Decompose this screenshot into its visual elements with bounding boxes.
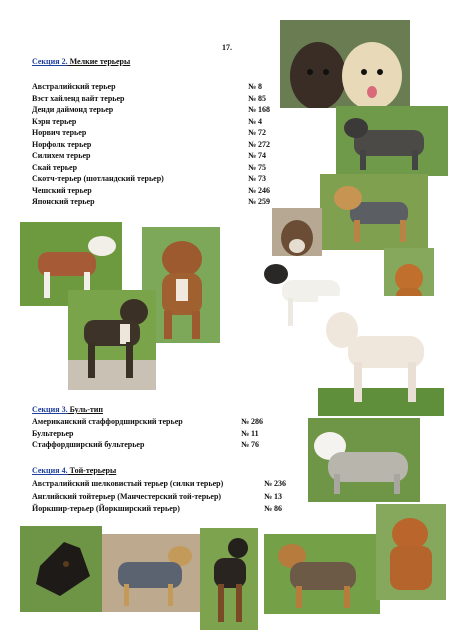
breed-number: № 8 (248, 82, 263, 91)
page-number: 17. (222, 43, 232, 52)
section-2-link[interactable]: Секция 2. (32, 57, 68, 66)
breed-number: № 286 (241, 417, 264, 426)
breed-name: Австралийский шелковистый терьер (силки терьер) (32, 479, 224, 488)
breed-number: № 73 (248, 174, 267, 183)
breed-name: Денди даймонд терьер (32, 105, 114, 114)
photo-miniature-pinscher (200, 528, 258, 630)
breed-name: Австралийский терьер (32, 82, 116, 91)
photo-dandie-dinmont (308, 418, 420, 502)
breed-name: Йоркшир-терьер (Йоркширский терьер) (32, 504, 180, 513)
breed-number: № 75 (248, 162, 267, 172)
breed-name: Скай терьер (32, 162, 78, 172)
photo-brindle-amstaff (68, 290, 156, 390)
photo-bedlington-terrier (318, 296, 444, 416)
section-3-title: Буль-тип (67, 405, 104, 414)
photo-toy-terrier-head (20, 526, 102, 612)
breed-number: № 11 (241, 428, 259, 438)
photo-yorkie-like (320, 174, 428, 250)
breed-name: Скотч-терьер (шотландский терьер) (32, 174, 164, 183)
photo-australian-terrier (264, 534, 380, 614)
breed-number: № 246 (248, 185, 271, 195)
breed-name: Английский тойтерьер (Манчестерский той-терьер) (32, 491, 222, 501)
breed-number: № 259 (248, 197, 271, 206)
photo-silky-terrier (102, 534, 200, 612)
breed-number: № 76 (241, 440, 260, 449)
breed-name: Норвич терьер (32, 128, 87, 137)
section-4-link[interactable]: Секция 4. (32, 466, 68, 475)
photo-two-terriers-top (280, 20, 410, 108)
section-2-title: Мелкие терьеры (67, 57, 131, 66)
breed-number: № 272 (248, 139, 271, 149)
section-3-link[interactable]: Секция 3. (32, 405, 68, 414)
breed-name: Бультерьер (32, 428, 74, 438)
breed-number: № 72 (248, 128, 267, 137)
breed-name: Силихем терьер (32, 151, 91, 160)
breed-number: № 168 (248, 105, 271, 114)
section-4-title: Той-терьеры (67, 466, 117, 475)
photo-grey-terrier (336, 106, 448, 176)
section-4-heading (32, 466, 116, 475)
breed-number: № 86 (264, 504, 283, 513)
breed-name: Американский стаффордширский терьер (32, 417, 183, 426)
breed-name: Японский терьер (32, 197, 95, 206)
breed-name: Норфолк терьер (32, 139, 92, 149)
breed-number: № 4 (248, 116, 263, 126)
breed-name: Кэрн терьер (32, 116, 77, 126)
breed-name: Вэст хайленд вайт терьер (32, 93, 125, 103)
breed-name: Стаффордширский бультерьер (32, 440, 145, 449)
breed-number: № 85 (248, 93, 267, 103)
breed-number: № 13 (264, 491, 283, 501)
breed-number: № 236 (264, 479, 287, 488)
section-2-heading (32, 57, 130, 66)
breed-name: Чешский терьер (32, 185, 92, 195)
breed-number: № 74 (248, 151, 267, 160)
section-3-heading (32, 405, 103, 414)
photo-norfolk-terrier (376, 504, 446, 600)
